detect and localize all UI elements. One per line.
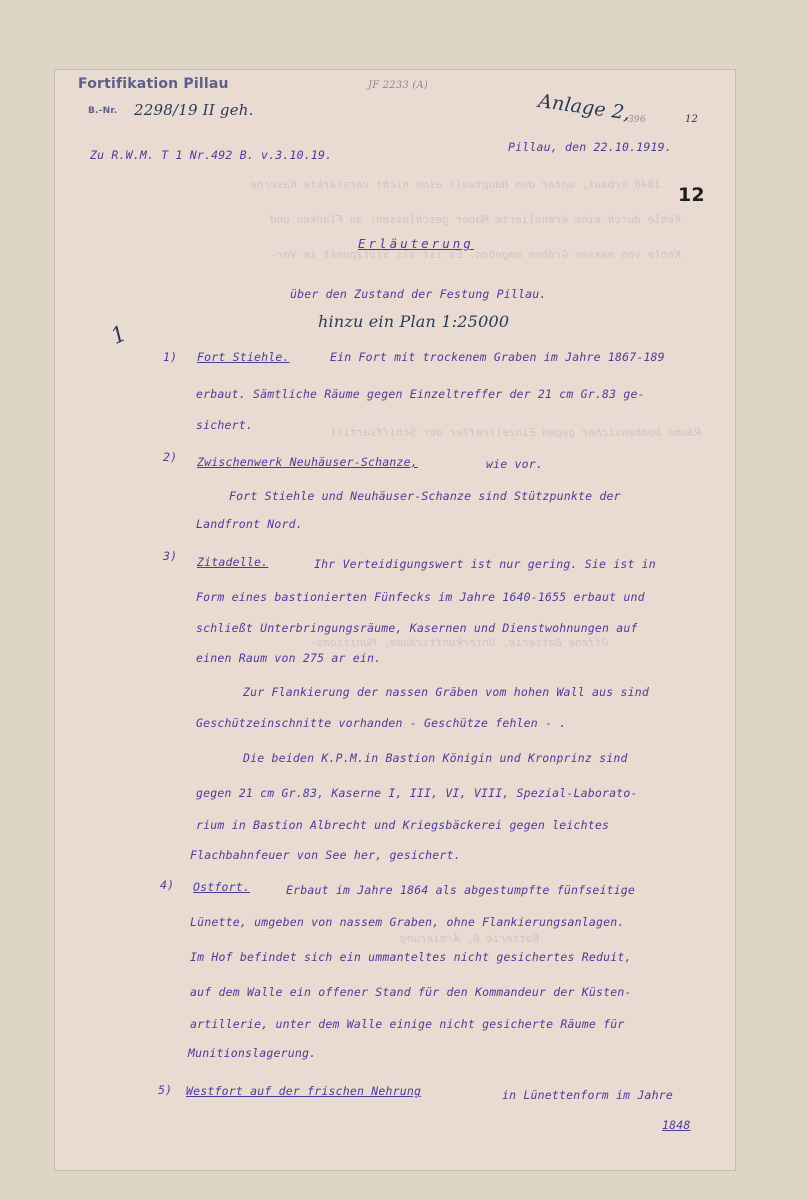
item-text-line: Landfront Nord. [196, 517, 303, 531]
item-text-line: erbaut. Sämtliche Räume gegen Einzeltreffer der 21 cm Gr.83 ge- [196, 387, 645, 401]
item-number: 2) [163, 450, 178, 464]
item-number: 1) [163, 350, 178, 364]
item-number: 4) [160, 878, 175, 892]
item-text-line: Ein Fort mit trockenem Graben im Jahre 1867-189 [330, 350, 665, 364]
margin-tick-mark: 1 [107, 321, 131, 350]
item-title: Zitadelle. [197, 555, 269, 569]
show-through-text: Räume bombensicher gegen Einzeltreffer der Schiffsartill [330, 426, 701, 439]
item-text-line: in Lünettenform im Jahre [502, 1088, 673, 1102]
item-number: 5) [158, 1083, 173, 1097]
document-sheet [55, 70, 735, 1170]
show-through-text: Kehle von nassen Gräben umgeben. Es ist als Stützpunkt im Vor- [270, 248, 681, 261]
annex-sub-number: 396 [628, 115, 646, 125]
item-text-line: artillerie, unter dem Walle einige nicht gesicherte Räume für [190, 1017, 625, 1031]
pencil-archive-note: JF 2233 (A) [368, 80, 428, 91]
item-text-line: Zur Flankierung der nassen Gräben vom hohen Wall aus sind [243, 685, 650, 699]
reference-line: Zu R.W.M. T 1 Nr.492 B. v.3.10.19. [90, 148, 333, 162]
item-text-line: auf dem Walle ein offener Stand für den Kommandeur der Küsten- [190, 985, 632, 999]
item-text-line: Lünette, umgeben von nassem Graben, ohne Flankierungsanlagen. [190, 915, 625, 929]
item-text-line: Ihr Verteidigungswert ist nur gering. Sie ist in [314, 557, 656, 571]
item-text-line: rium in Bastion Albrecht und Kriegsbäckerei gegen leichtes [196, 818, 610, 832]
handwritten-plan-note: hinzu ein Plan 1:25000 [318, 312, 510, 331]
show-through-text: Offene Batterie, Unterkunftsräume, Munitions- [310, 636, 609, 649]
item-text-line: wie vor. [486, 457, 543, 471]
item-text-line: Die beiden K.P.M.in Bastion Königin und Kronprinz sind [243, 751, 628, 765]
show-through-text: Batterie 6, Armierung [400, 932, 540, 945]
item-title: Ostfort. [193, 880, 250, 894]
journal-number-label: B.-Nr. [88, 106, 118, 116]
show-through-text: Kehle durch eine krenelierte Mauer geschlossen; an Flanken und [270, 213, 681, 226]
item-text-line: Geschützeinschnitte vorhanden - Geschütze fehlen - . [196, 716, 567, 730]
item-title: Westfort auf der frischen Nehrung [186, 1084, 422, 1098]
item-text-line: 1848 [662, 1118, 691, 1132]
item-text-line: einen Raum von 275 ar ein. [196, 651, 382, 665]
document-heading: Erläuterung [358, 236, 474, 251]
item-text-line: Flachbahnfeuer von See her, gesichert. [190, 848, 461, 862]
item-text-line: sichert. [196, 418, 253, 432]
item-title: Zwischenwerk Neuhäuser-Schanze, [197, 455, 418, 469]
annex-label: Anlage 2, [536, 90, 632, 125]
item-text-line: Im Hof befindet sich ein ummanteltes nicht gesichertes Reduit, [190, 950, 632, 964]
item-text-line: Form eines bastionierten Fünfecks im Jahre 1640-1655 erbaut und [196, 590, 645, 604]
place-date: Pillau, den 22.10.1919. [508, 140, 672, 154]
document-subheading: über den Zustand der Festung Pillau. [290, 287, 547, 301]
page-number: 12 [678, 184, 705, 206]
journal-number-handwritten: 2298/19 II geh. [134, 101, 254, 119]
item-text-line: Erbaut im Jahre 1864 als abgestumpfte fünfseitige [286, 883, 636, 897]
office-stamp: Fortifikation Pillau [78, 76, 229, 92]
item-number: 3) [163, 549, 178, 563]
item-text-line: Fort Stiehle und Neuhäuser-Schanze sind Stützpunkte der [229, 489, 621, 503]
item-title: Fort Stiehle. [197, 350, 290, 364]
show-through-text: 1848 erbaut, unter dem Hauptwall eine nicht verstärkte Kaserne [250, 178, 661, 191]
annex-right-number: 12 [685, 114, 699, 125]
item-text-line: schließt Unterbringungsräume, Kasernen und Dienstwohnungen auf [196, 621, 638, 635]
item-text-line: gegen 21 cm Gr.83, Kaserne I, III, VI, VIII, Spezial-Laborato- [196, 786, 638, 800]
item-text-line: Munitionslagerung. [188, 1046, 317, 1060]
